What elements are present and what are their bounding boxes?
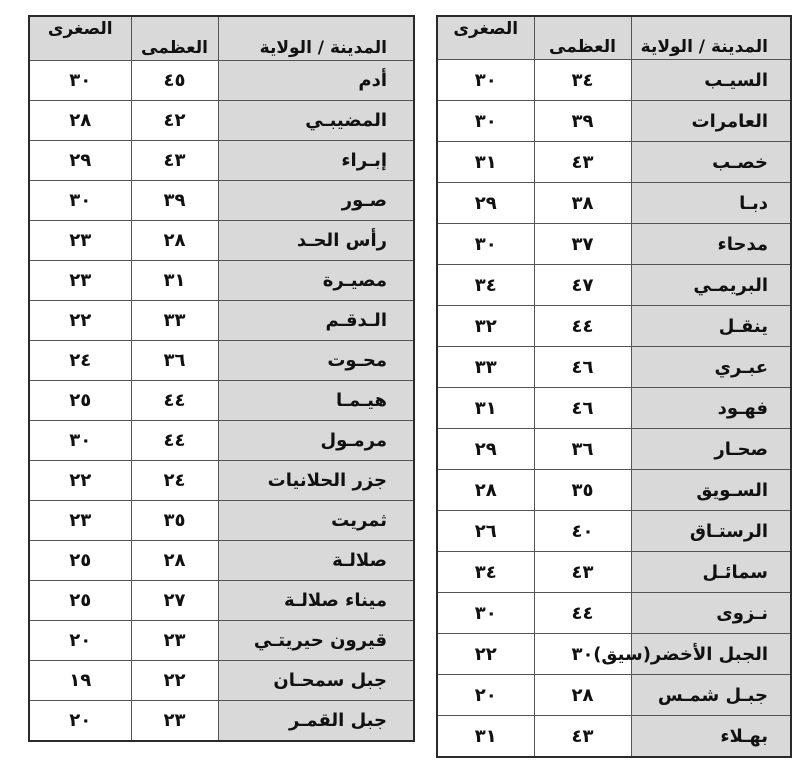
min-temp-cell: ٣٢ (437, 306, 534, 347)
table-row (437, 224, 791, 265)
city-name-cell: عبـري (631, 347, 791, 388)
table-row (29, 461, 414, 501)
table-row (437, 60, 791, 101)
table-row (437, 388, 791, 429)
max-temp-cell: ٤٤ (534, 306, 631, 347)
min-temp-cell: ٢٩ (437, 183, 534, 224)
max-temp-cell: ٢٨ (131, 221, 218, 261)
min-temp-cell: ٢٦ (437, 511, 534, 552)
city-name-cell: السـويق (631, 470, 791, 511)
table-row (437, 265, 791, 306)
table-row (29, 421, 414, 461)
table-row (29, 261, 414, 301)
min-temp-cell: ٣١ (437, 388, 534, 429)
city-name-cell: نـزوى (631, 593, 791, 634)
min-temp-cell: ٢٠ (437, 675, 534, 716)
city-name-cell: الجبل الأخضر(سيق) (631, 634, 791, 675)
header-max: العظمى (534, 16, 631, 60)
min-temp-cell: ٢٢ (437, 634, 534, 675)
min-temp-cell: ٣٠ (437, 101, 534, 142)
table-row (29, 181, 414, 221)
min-temp-cell: ٢٩ (29, 141, 131, 181)
max-temp-cell: ٣٥ (131, 501, 218, 541)
min-temp-cell: ١٩ (29, 661, 131, 701)
max-temp-cell: ٤٠ (534, 511, 631, 552)
max-temp-cell: ٣٥ (534, 470, 631, 511)
max-temp-cell: ٤٥ (131, 61, 218, 101)
city-name-cell: رأس الحـد (218, 221, 414, 261)
table-row (437, 593, 791, 634)
table-row (29, 661, 414, 701)
max-temp-cell: ٢٣ (131, 701, 218, 742)
header-max: العظمى (131, 16, 218, 61)
city-name-cell: خصـب (631, 142, 791, 183)
max-temp-cell: ٣٩ (534, 101, 631, 142)
table-row (29, 61, 414, 101)
table-row (29, 301, 414, 341)
max-temp-cell: ٤٦ (534, 388, 631, 429)
city-name-cell: بهـلاء (631, 716, 791, 758)
city-name-cell: جبـل شمـس (631, 675, 791, 716)
city-name-cell: هيـمـا (218, 381, 414, 421)
table-row (437, 429, 791, 470)
table-row (437, 511, 791, 552)
max-temp-cell: ٣٩ (131, 181, 218, 221)
header-min: الصغرى (29, 16, 131, 61)
max-temp-cell: ٤٤ (131, 381, 218, 421)
min-temp-cell: ٢٥ (29, 381, 131, 421)
city-name-cell: جبل سمحـان (218, 661, 414, 701)
city-name-cell: مرمـول (218, 421, 414, 461)
min-temp-cell: ٢٢ (29, 461, 131, 501)
city-name-cell: مدحاء (631, 224, 791, 265)
table-row (29, 621, 414, 661)
min-temp-cell: ٣٠ (437, 593, 534, 634)
city-name-cell: صلالـة (218, 541, 414, 581)
max-temp-cell: ٤٧ (534, 265, 631, 306)
city-name-cell: البريمـي (631, 265, 791, 306)
min-temp-cell: ٣٣ (437, 347, 534, 388)
min-temp-cell: ٣٠ (29, 61, 131, 101)
min-temp-cell: ٣٤ (437, 265, 534, 306)
city-name-cell: جبل القمـر (218, 701, 414, 742)
header-city: المدينة / الولاية (631, 16, 791, 60)
city-name-cell: جزر الحلانيات (218, 461, 414, 501)
table-row (29, 221, 414, 261)
table-row (29, 581, 414, 621)
city-name-cell: دبـا (631, 183, 791, 224)
table-row (29, 381, 414, 421)
min-temp-cell: ٣٠ (29, 421, 131, 461)
header-min: الصغرى (437, 16, 534, 60)
min-temp-cell: ٣٠ (29, 181, 131, 221)
min-temp-cell: ٢٣ (29, 261, 131, 301)
max-temp-cell: ٣٤ (534, 60, 631, 101)
city-name-cell: قيرون حيريتـي (218, 621, 414, 661)
min-temp-cell: ٢٤ (29, 341, 131, 381)
city-name-cell: محـوت (218, 341, 414, 381)
table-row (29, 341, 414, 381)
min-temp-cell: ٢٠ (29, 621, 131, 661)
min-temp-cell: ٢٨ (29, 101, 131, 141)
max-temp-cell: ٢٨ (534, 675, 631, 716)
min-temp-cell: ٣١ (437, 716, 534, 758)
max-temp-cell: ٢٧ (131, 581, 218, 621)
city-name-cell: فهـود (631, 388, 791, 429)
max-temp-cell: ٣٣ (131, 301, 218, 341)
city-name-cell: سمائـل (631, 552, 791, 593)
max-temp-cell: ٢٣ (131, 621, 218, 661)
city-name-cell: صحـار (631, 429, 791, 470)
table-row (29, 541, 414, 581)
table-row (437, 716, 791, 758)
max-temp-cell: ٣٠ (534, 634, 631, 675)
max-temp-cell: ٤٦ (534, 347, 631, 388)
max-temp-cell: ٤٤ (131, 421, 218, 461)
max-temp-cell: ٤٢ (131, 101, 218, 141)
city-name-cell: صـور (218, 181, 414, 221)
city-name-cell: الرستـاق (631, 511, 791, 552)
table-row (437, 634, 791, 675)
min-temp-cell: ٣١ (437, 142, 534, 183)
city-name-cell: العامرات (631, 101, 791, 142)
city-name-cell: الـدقـم (218, 301, 414, 341)
max-temp-cell: ٤٣ (534, 552, 631, 593)
max-temp-cell: ٤٣ (534, 142, 631, 183)
min-temp-cell: ٢٥ (29, 581, 131, 621)
table-row (437, 470, 791, 511)
table-row (437, 183, 791, 224)
table-row (437, 675, 791, 716)
table-row (437, 142, 791, 183)
max-temp-cell: ٤٤ (534, 593, 631, 634)
min-temp-cell: ٢٩ (437, 429, 534, 470)
min-temp-cell: ٢٢ (29, 301, 131, 341)
max-temp-cell: ٤٣ (131, 141, 218, 181)
table-row (29, 701, 414, 742)
min-temp-cell: ٢٥ (29, 541, 131, 581)
temperature-table-left (28, 15, 415, 742)
table-row (29, 101, 414, 141)
table-row (29, 141, 414, 181)
min-temp-cell: ٢٨ (437, 470, 534, 511)
max-temp-cell: ٢٢ (131, 661, 218, 701)
min-temp-cell: ٢٠ (29, 701, 131, 742)
min-temp-cell: ٢٣ (29, 501, 131, 541)
max-temp-cell: ٢٤ (131, 461, 218, 501)
header-city: المدينة / الولاية (218, 16, 414, 61)
min-temp-cell: ٣٤ (437, 552, 534, 593)
city-name-cell: السيـب (631, 60, 791, 101)
max-temp-cell: ٢٨ (131, 541, 218, 581)
table-row (437, 552, 791, 593)
table-row (437, 306, 791, 347)
city-name-cell: ميناء صلالـة (218, 581, 414, 621)
max-temp-cell: ٣٦ (131, 341, 218, 381)
min-temp-cell: ٢٣ (29, 221, 131, 261)
max-temp-cell: ٣٧ (534, 224, 631, 265)
table-row (29, 501, 414, 541)
min-temp-cell: ٣٠ (437, 60, 534, 101)
table-header-row (29, 16, 414, 61)
max-temp-cell: ٣٦ (534, 429, 631, 470)
max-temp-cell: ٤٣ (534, 716, 631, 758)
temperature-table-right (436, 15, 792, 758)
city-name-cell: إبـراء (218, 141, 414, 181)
city-name-cell: ينقـل (631, 306, 791, 347)
table-row (437, 101, 791, 142)
city-name-cell: ثمريت (218, 501, 414, 541)
city-name-cell: المضيبـي (218, 101, 414, 141)
max-temp-cell: ٣١ (131, 261, 218, 301)
table-row (437, 347, 791, 388)
city-name-cell: أدم (218, 61, 414, 101)
max-temp-cell: ٣٨ (534, 183, 631, 224)
min-temp-cell: ٣٠ (437, 224, 534, 265)
table-header-row (437, 16, 791, 60)
city-name-cell: مصيـرة (218, 261, 414, 301)
